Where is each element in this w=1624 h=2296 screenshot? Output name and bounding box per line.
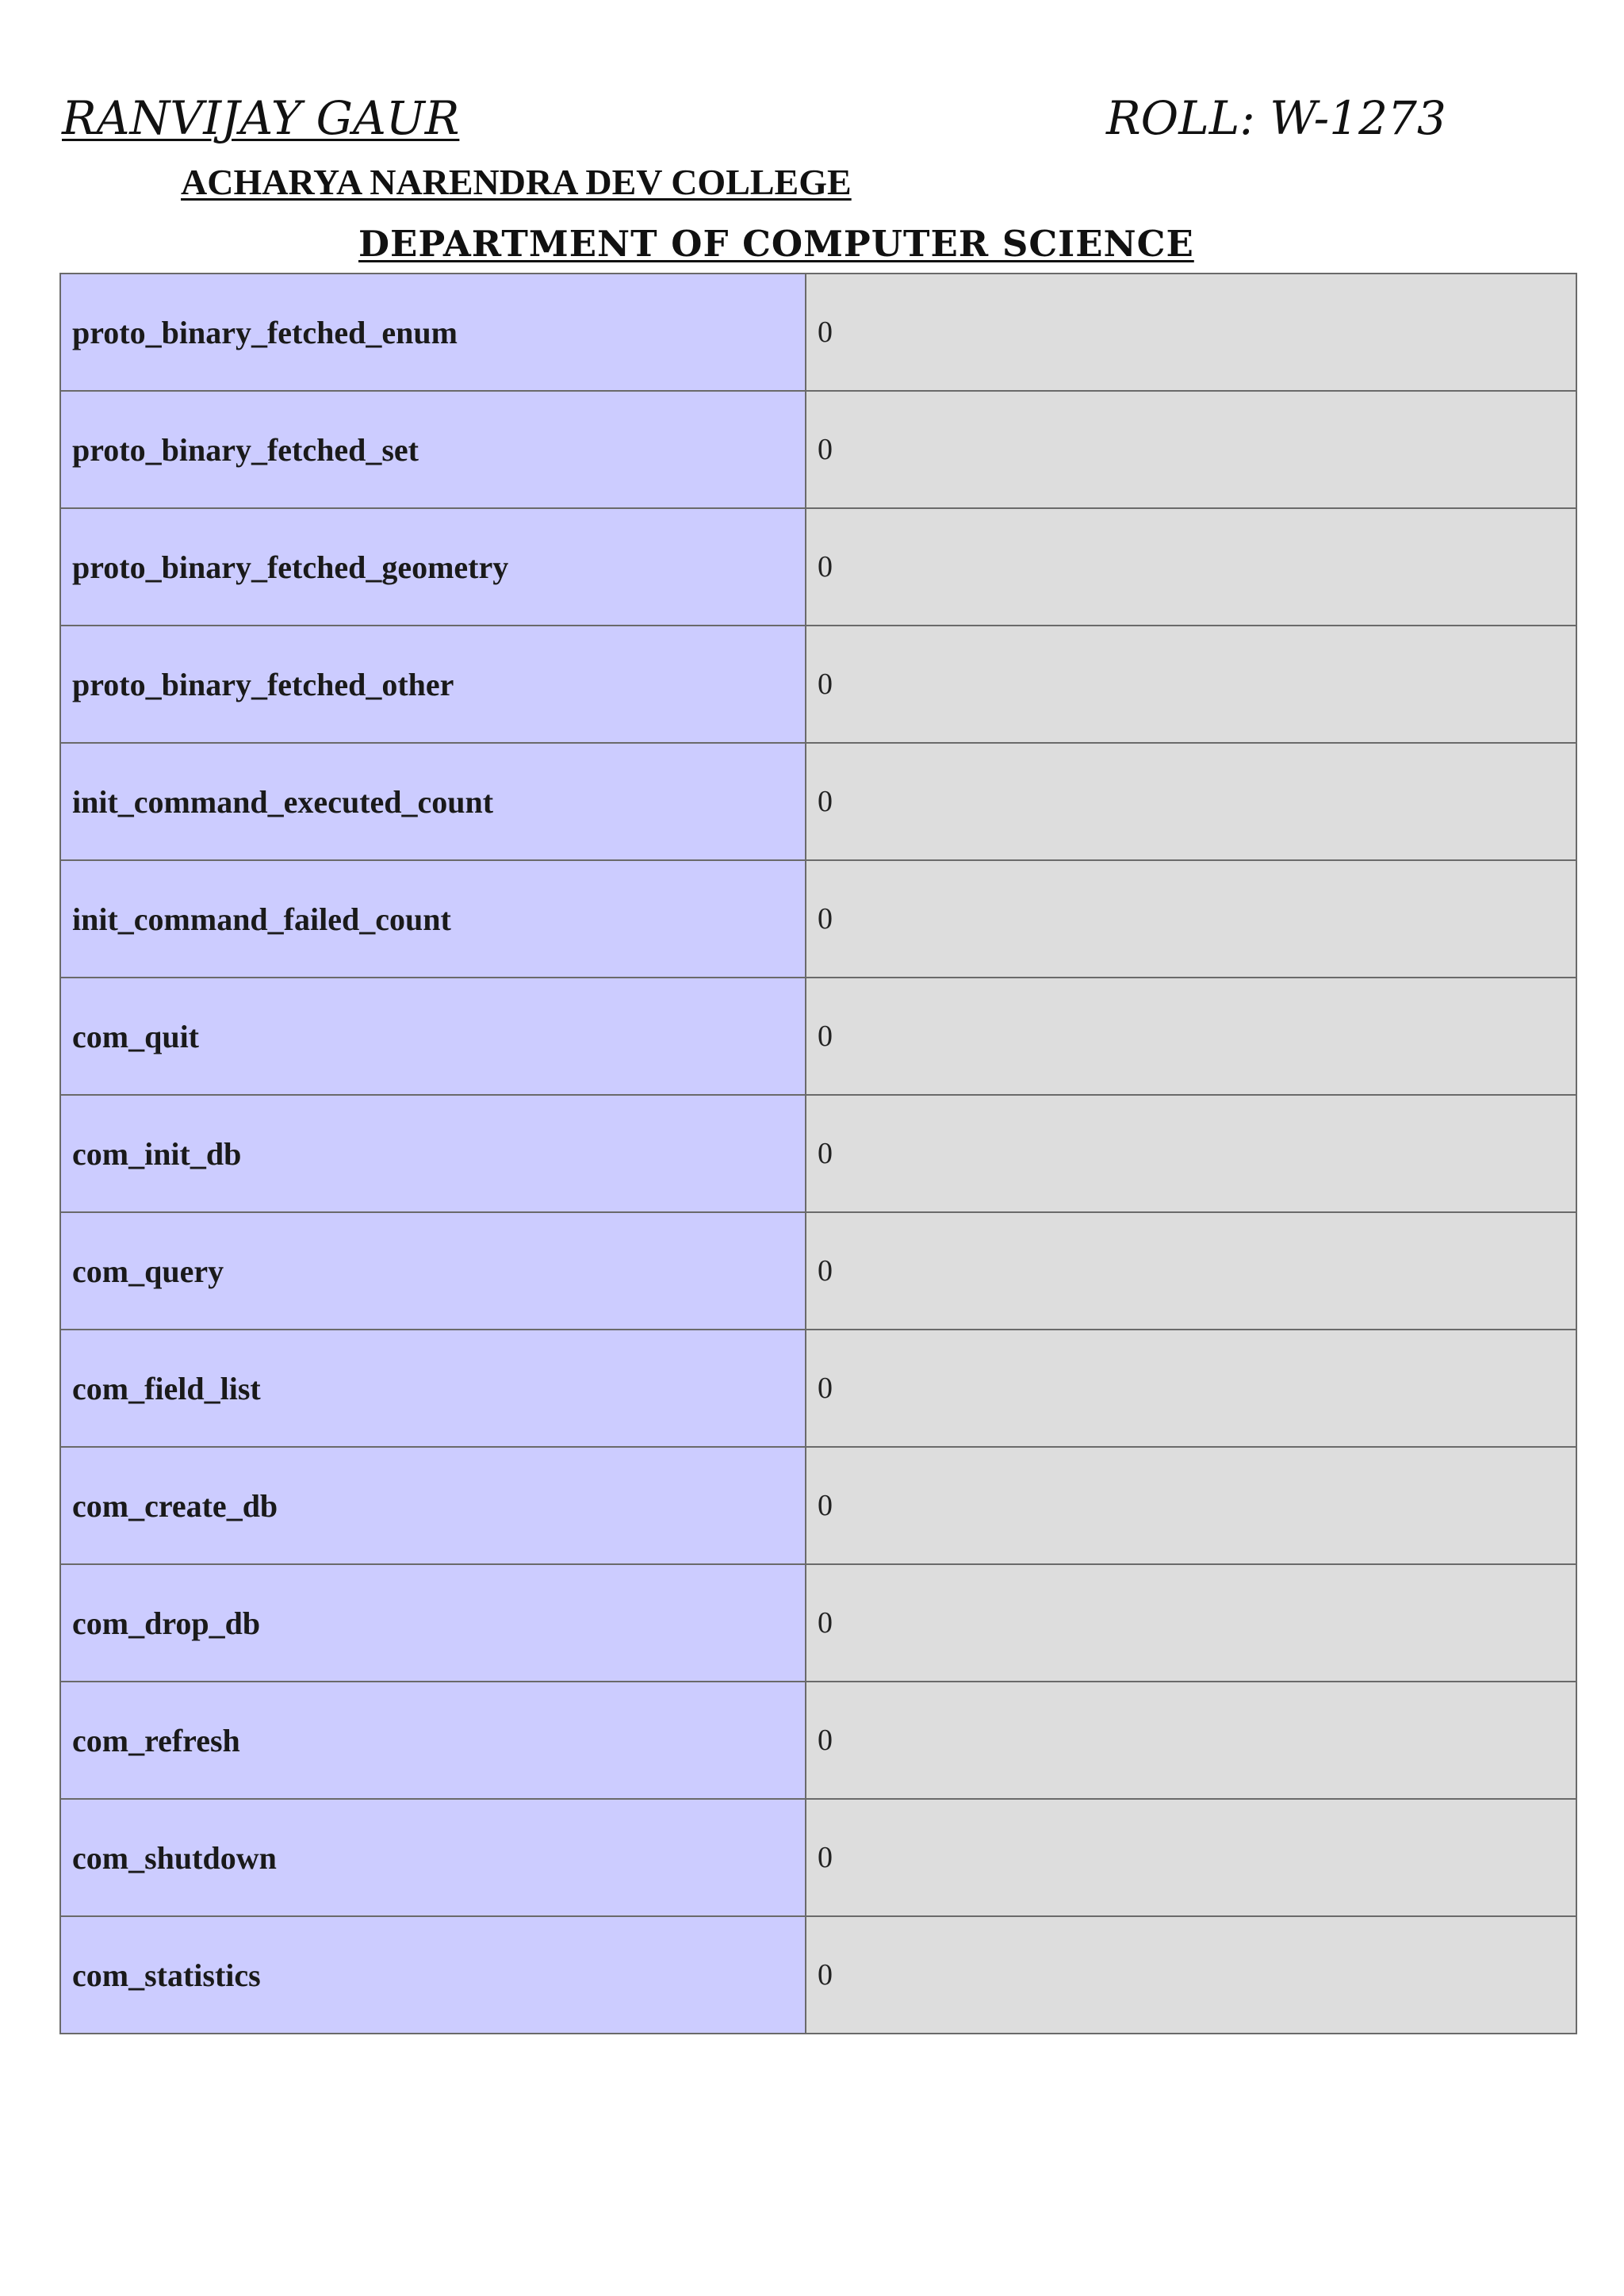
stat-value: 0 xyxy=(806,1682,1576,1799)
stat-name: com_quit xyxy=(60,978,806,1095)
table-row xyxy=(60,1330,1576,1447)
stat-name: init_command_executed_count xyxy=(60,743,806,860)
stat-value: 0 xyxy=(806,860,1576,978)
stat-name: proto_binary_fetched_set xyxy=(60,391,806,508)
stat-name: proto_binary_fetched_other xyxy=(60,626,806,743)
stat-value: 0 xyxy=(806,274,1576,391)
stat-name: com_create_db xyxy=(60,1447,806,1564)
stat-name: com_query xyxy=(60,1212,806,1330)
stat-name: proto_binary_fetched_geometry xyxy=(60,508,806,626)
stat-name: proto_binary_fetched_enum xyxy=(60,274,806,391)
stat-name: com_refresh xyxy=(60,1682,806,1799)
table-row xyxy=(60,1916,1576,2034)
stat-name: com_statistics xyxy=(60,1916,806,2034)
table-row xyxy=(60,1212,1576,1330)
stat-value: 0 xyxy=(806,1095,1576,1212)
stat-value: 0 xyxy=(806,1799,1576,1916)
stat-value: 0 xyxy=(806,1916,1576,2034)
table-row xyxy=(60,626,1576,743)
stat-name: com_shutdown xyxy=(60,1799,806,1916)
table-row xyxy=(60,1799,1576,1916)
table-row xyxy=(60,1682,1576,1799)
stat-name: com_init_db xyxy=(60,1095,806,1212)
stat-value: 0 xyxy=(806,743,1576,860)
table-row xyxy=(60,274,1576,391)
table-row xyxy=(60,1095,1576,1212)
stat-value: 0 xyxy=(806,626,1576,743)
stat-value: 0 xyxy=(806,1330,1576,1447)
table-row xyxy=(60,508,1576,626)
table-row xyxy=(60,1564,1576,1682)
stat-value: 0 xyxy=(806,1212,1576,1330)
college-name: ACHARYA NARENDRA DEV COLLEGE xyxy=(181,162,852,202)
stat-value: 0 xyxy=(806,391,1576,508)
stat-name: com_field_list xyxy=(60,1330,806,1447)
table-row xyxy=(60,978,1576,1095)
stat-value: 0 xyxy=(806,508,1576,626)
roll-number: ROLL: W-1273 xyxy=(1106,91,1446,145)
table-row xyxy=(60,1447,1576,1564)
stat-value: 0 xyxy=(806,978,1576,1095)
stat-name: com_drop_db xyxy=(60,1564,806,1682)
stat-value: 0 xyxy=(806,1447,1576,1564)
stats-table xyxy=(59,273,1577,2034)
table-row xyxy=(60,860,1576,978)
table-row xyxy=(60,391,1576,508)
table-row xyxy=(60,743,1576,860)
stat-value: 0 xyxy=(806,1564,1576,1682)
student-name: RANVIJAY GAUR xyxy=(62,91,460,145)
department-name: DEPARTMENT OF COMPUTER SCIENCE xyxy=(358,223,1194,265)
stat-name: init_command_failed_count xyxy=(60,860,806,978)
